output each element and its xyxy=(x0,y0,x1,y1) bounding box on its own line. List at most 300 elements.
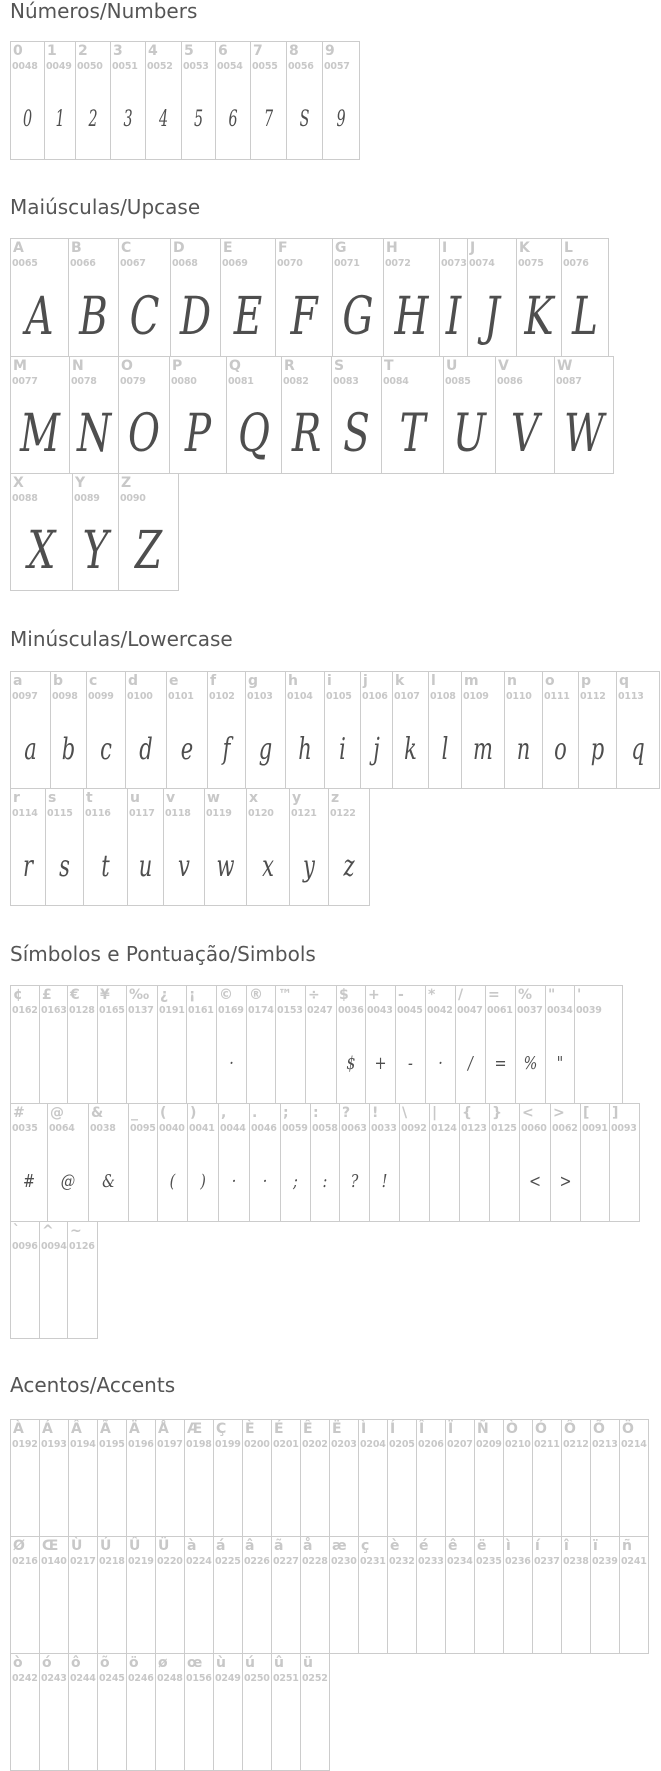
character-label: å xyxy=(303,1538,313,1554)
character-code: 0252 xyxy=(302,1673,328,1684)
character-code: 0088 xyxy=(12,493,38,504)
character-label: Ã xyxy=(100,1421,111,1437)
glyph-sample: : xyxy=(322,1171,328,1192)
character-label: y xyxy=(292,790,302,806)
glyph-cell xyxy=(383,238,440,357)
glyph-cell xyxy=(574,985,623,1104)
character-code: 0163 xyxy=(41,1005,67,1016)
glyph-sample: h xyxy=(298,731,312,767)
character-code: 0039 xyxy=(576,1005,602,1016)
glyph-sample: 5 xyxy=(193,107,204,132)
glyph-sample: ? xyxy=(350,1171,359,1192)
character-code: 0105 xyxy=(326,691,352,702)
character-label: ç xyxy=(361,1538,370,1554)
glyph-cell xyxy=(125,671,167,789)
character-code: 0100 xyxy=(127,691,153,702)
character-label: Y xyxy=(75,475,86,491)
glyph-sample: e xyxy=(180,731,194,767)
character-code: 0217 xyxy=(70,1556,96,1567)
character-label: ø xyxy=(158,1655,168,1671)
glyph-cell xyxy=(416,1536,446,1654)
character-label: Ö xyxy=(622,1421,634,1437)
glyph-cell xyxy=(271,1536,301,1654)
glyph-cell xyxy=(249,1103,281,1222)
character-code: 0209 xyxy=(476,1439,502,1450)
glyph-cell xyxy=(286,41,323,160)
character-code: 0091 xyxy=(582,1123,608,1134)
glyph-cell xyxy=(126,1419,156,1537)
character-label: f xyxy=(210,673,217,689)
glyph-sample: v xyxy=(178,848,190,884)
glyph-cell xyxy=(489,1103,520,1222)
character-code: 0097 xyxy=(12,691,38,702)
glyph-sample: 3 xyxy=(123,107,133,132)
character-label: z xyxy=(331,790,340,806)
glyph-cell xyxy=(619,1536,649,1654)
glyph-cell xyxy=(329,1536,359,1654)
character-label: < xyxy=(522,1105,534,1121)
character-label: ó xyxy=(42,1655,52,1671)
glyph-cell xyxy=(86,671,126,789)
glyph-cell xyxy=(271,1419,301,1537)
glyph-sample: l xyxy=(441,731,449,767)
character-label: l xyxy=(431,673,436,689)
character-code: 0098 xyxy=(52,691,78,702)
character-label: ® xyxy=(249,987,263,1003)
character-label: " xyxy=(548,987,556,1003)
glyph-sample: I xyxy=(445,286,462,347)
character-label: W xyxy=(557,358,573,374)
character-label: 4 xyxy=(148,43,158,59)
character-code: 0046 xyxy=(251,1123,277,1134)
character-label: U xyxy=(446,358,458,374)
character-code: 0083 xyxy=(333,376,359,387)
glyph-sample: b xyxy=(61,731,76,767)
character-code: 0210 xyxy=(505,1439,531,1450)
glyph-cell xyxy=(387,1536,417,1654)
glyph-sample: t xyxy=(101,848,110,884)
character-label: € xyxy=(70,987,80,1003)
glyph-sample: R xyxy=(291,404,322,464)
glyph-sample: > xyxy=(559,1171,572,1192)
character-code: 0242 xyxy=(12,1673,38,1684)
character-label: Ù xyxy=(71,1538,83,1554)
character-code: 0116 xyxy=(85,808,111,819)
glyph-cell xyxy=(213,1419,243,1537)
character-label: o xyxy=(545,673,555,689)
character-code: 0055 xyxy=(252,61,278,72)
character-label: K xyxy=(519,240,530,256)
glyph-sample: ) xyxy=(200,1171,206,1192)
character-code: 0156 xyxy=(186,1673,212,1684)
character-code: 0162 xyxy=(12,1005,38,1016)
character-label: Í xyxy=(390,1421,396,1437)
character-code: 0192 xyxy=(12,1439,38,1450)
glyph-cell xyxy=(187,1103,219,1222)
glyph-cell xyxy=(10,238,69,357)
character-code: 0218 xyxy=(99,1556,125,1567)
character-label: \ xyxy=(402,1105,408,1121)
character-label: œ xyxy=(187,1655,203,1671)
character-code: 0193 xyxy=(41,1439,67,1450)
glyph-cell xyxy=(369,1103,400,1222)
character-code: 0103 xyxy=(247,691,273,702)
glyph-cell xyxy=(561,1536,591,1654)
character-code: 0115 xyxy=(47,808,73,819)
character-label: L xyxy=(564,240,573,256)
glyph-sample: d xyxy=(139,731,153,767)
glyph-cell xyxy=(215,41,251,160)
character-label: Ú xyxy=(100,1538,112,1554)
character-label: ™ xyxy=(278,987,292,1003)
glyph-cell xyxy=(519,1103,551,1222)
glyph-sample: D xyxy=(179,286,212,347)
character-code: 0195 xyxy=(99,1439,125,1450)
glyph-sample: z xyxy=(343,848,355,884)
glyph-sample: = xyxy=(494,1053,507,1074)
glyph-cell xyxy=(118,356,170,474)
character-label: ú xyxy=(245,1655,255,1671)
glyph-cell xyxy=(339,1103,370,1222)
character-label: | xyxy=(432,1105,438,1121)
character-label: D xyxy=(173,240,185,256)
character-code: 0040 xyxy=(159,1123,185,1134)
glyph-sample: G xyxy=(342,286,374,347)
character-code: 0074 xyxy=(469,258,495,269)
character-code: 0036 xyxy=(338,1005,364,1016)
glyph-cell xyxy=(616,671,660,789)
character-code: 0076 xyxy=(563,258,589,269)
character-code: 0232 xyxy=(389,1556,415,1567)
character-code: 0212 xyxy=(563,1439,589,1450)
glyph-cell xyxy=(289,788,329,906)
glyph-cell xyxy=(281,356,332,474)
glyph-cell xyxy=(39,1419,69,1537)
character-code: 0200 xyxy=(244,1439,270,1450)
character-label: ö xyxy=(129,1655,139,1671)
character-label: Ê xyxy=(303,1421,313,1437)
glyph-sample: u xyxy=(138,848,153,884)
glyph-cell xyxy=(358,1419,388,1537)
character-code: 0114 xyxy=(12,808,38,819)
glyph-sample: · xyxy=(262,1171,268,1192)
character-code: 0204 xyxy=(360,1439,386,1450)
character-code: 0216 xyxy=(12,1556,38,1567)
glyph-sample: f xyxy=(222,731,231,767)
character-label: Ì xyxy=(361,1421,367,1437)
character-label: I xyxy=(442,240,448,256)
glyph-cell xyxy=(181,41,216,160)
character-label: h xyxy=(288,673,298,689)
glyph-cell xyxy=(68,1653,98,1771)
glyph-cell xyxy=(10,671,51,789)
glyph-cell xyxy=(67,1221,98,1339)
character-code: 0245 xyxy=(99,1673,125,1684)
glyph-cell xyxy=(83,788,128,906)
character-label: _ xyxy=(131,1105,138,1121)
character-label: Æ xyxy=(187,1421,203,1437)
character-code: 0072 xyxy=(385,258,411,269)
character-code: 0086 xyxy=(497,376,523,387)
character-label: ! xyxy=(372,1105,379,1121)
glyph-sample: m xyxy=(473,731,493,767)
character-code: 0059 xyxy=(282,1123,308,1134)
character-label: R xyxy=(284,358,295,374)
character-label: Ó xyxy=(535,1421,547,1437)
glyph-cell xyxy=(495,356,555,474)
character-label: 1 xyxy=(47,43,57,59)
character-label: ì xyxy=(506,1538,511,1554)
glyph-sample: 0 xyxy=(22,107,33,132)
glyph-sample: / xyxy=(468,1053,473,1074)
character-label: [ xyxy=(583,1105,590,1121)
glyph-cell xyxy=(45,788,84,906)
glyph-cell xyxy=(550,1103,581,1222)
glyph-sample: p xyxy=(590,731,605,767)
character-code: 0140 xyxy=(41,1556,67,1567)
character-code: 0087 xyxy=(556,376,582,387)
character-code: 0249 xyxy=(215,1673,241,1684)
character-label: 0 xyxy=(13,43,23,59)
glyph-cell xyxy=(242,1536,272,1654)
character-code: 0251 xyxy=(273,1673,299,1684)
character-code: 0044 xyxy=(220,1123,246,1134)
character-label: 2 xyxy=(78,43,88,59)
glyph-cell xyxy=(285,671,325,789)
glyph-cell xyxy=(10,473,73,591)
character-code: 0082 xyxy=(283,376,309,387)
character-label: 3 xyxy=(113,43,123,59)
glyph-cell xyxy=(429,1103,460,1222)
glyph-cell xyxy=(271,1653,301,1771)
character-label: F xyxy=(278,240,288,256)
character-code: 0128 xyxy=(69,1005,95,1016)
character-code: 0201 xyxy=(273,1439,299,1450)
character-label: G xyxy=(335,240,347,256)
character-label: s xyxy=(48,790,57,806)
glyph-sample: E xyxy=(233,286,263,347)
glyph-cell xyxy=(166,671,208,789)
glyph-sample: T xyxy=(399,404,426,464)
glyph-cell xyxy=(246,985,276,1104)
character-code: 0051 xyxy=(112,61,138,72)
character-code: 0038 xyxy=(90,1123,116,1134)
glyph-cell xyxy=(515,985,546,1104)
glyph-cell xyxy=(127,788,164,906)
character-label: x xyxy=(249,790,259,806)
character-label: ^ xyxy=(42,1223,54,1239)
section-title-numbers: Números/Numbers xyxy=(10,0,198,23)
glyph-sample: Z xyxy=(134,521,163,581)
character-code: 0117 xyxy=(129,808,155,819)
character-label: Â xyxy=(71,1421,82,1437)
character-label: æ xyxy=(332,1538,347,1554)
glyph-cell xyxy=(10,1419,40,1537)
glyph-sample: O xyxy=(128,404,160,464)
character-label: C xyxy=(121,240,132,256)
character-code: 0236 xyxy=(505,1556,531,1567)
glyph-cell xyxy=(128,1103,158,1222)
character-code: 0053 xyxy=(183,61,209,72)
glyph-cell xyxy=(75,41,111,160)
glyph-cell xyxy=(561,1419,591,1537)
glyph-sample: r xyxy=(22,848,34,884)
character-code: 0205 xyxy=(389,1439,415,1450)
glyph-cell xyxy=(467,238,517,357)
character-label: ü xyxy=(303,1655,313,1671)
character-code: 0211 xyxy=(534,1439,560,1450)
character-code: 0118 xyxy=(165,808,191,819)
glyph-cell xyxy=(387,1419,417,1537)
character-label: & xyxy=(91,1105,104,1121)
character-label: È xyxy=(245,1421,255,1437)
glyph-cell xyxy=(332,238,384,357)
character-code: 0226 xyxy=(244,1556,270,1567)
glyph-sample: J xyxy=(484,286,500,347)
character-label: k xyxy=(395,673,405,689)
character-label: Á xyxy=(42,1421,53,1437)
character-code: 0045 xyxy=(397,1005,423,1016)
character-code: 0077 xyxy=(12,376,38,387)
character-label: P xyxy=(172,358,183,374)
character-label: À xyxy=(13,1421,24,1437)
character-code: 0109 xyxy=(463,691,489,702)
glyph-cell xyxy=(126,1536,156,1654)
character-label: c xyxy=(89,673,98,689)
character-code: 0111 xyxy=(544,691,570,702)
glyph-cell xyxy=(157,985,187,1104)
glyph-cell xyxy=(455,985,486,1104)
character-code: 0104 xyxy=(287,691,313,702)
glyph-cell xyxy=(328,788,370,906)
character-code: 0239 xyxy=(592,1556,618,1567)
character-label: % xyxy=(518,987,533,1003)
character-code: 0073 xyxy=(441,258,467,269)
character-label: ` xyxy=(13,1223,20,1239)
character-label: Î xyxy=(419,1421,425,1437)
character-label: ; xyxy=(283,1105,289,1121)
glyph-cell xyxy=(503,1536,533,1654)
character-code: 0070 xyxy=(277,258,303,269)
character-code: 0207 xyxy=(447,1439,473,1450)
character-code: 0213 xyxy=(592,1439,618,1450)
character-label: X xyxy=(13,475,24,491)
glyph-sample: x xyxy=(262,848,274,884)
glyph-sample: $ xyxy=(346,1053,356,1074)
character-label: Ò xyxy=(506,1421,518,1437)
glyph-sample: 9 xyxy=(336,107,346,132)
glyph-cell xyxy=(47,1103,89,1222)
character-code: 0113 xyxy=(618,691,644,702)
character-label: © xyxy=(219,987,233,1003)
glyph-cell xyxy=(516,238,562,357)
character-label: g xyxy=(248,673,259,689)
character-code: 0231 xyxy=(360,1556,386,1567)
character-label: ‰ xyxy=(129,987,150,1003)
character-code: 0054 xyxy=(217,61,243,72)
character-code: 0243 xyxy=(41,1673,67,1684)
character-label: B xyxy=(71,240,82,256)
character-label: Ñ xyxy=(477,1421,489,1437)
glyph-cell xyxy=(10,788,46,906)
glyph-cell xyxy=(395,985,426,1104)
character-code: 0246 xyxy=(128,1673,154,1684)
character-code: 0033 xyxy=(371,1123,397,1134)
glyph-cell xyxy=(157,1103,188,1222)
character-code: 0227 xyxy=(273,1556,299,1567)
character-label: ¢ xyxy=(13,987,23,1003)
character-code: 0206 xyxy=(418,1439,444,1450)
glyph-cell xyxy=(163,788,205,906)
character-code: 0099 xyxy=(88,691,114,702)
glyph-cell xyxy=(97,985,127,1104)
character-label: ò xyxy=(13,1655,23,1671)
glyph-cell xyxy=(39,985,68,1104)
glyph-cell xyxy=(532,1536,562,1654)
glyph-sample: a xyxy=(24,731,37,767)
character-label: ) xyxy=(190,1105,197,1121)
character-code: 0225 xyxy=(215,1556,241,1567)
glyph-cell xyxy=(169,356,227,474)
glyph-cell xyxy=(39,1221,68,1339)
character-label: u xyxy=(130,790,140,806)
glyph-cell xyxy=(474,1419,504,1537)
glyph-sample: ( xyxy=(169,1171,176,1192)
glyph-sample: @ xyxy=(60,1171,76,1192)
character-code: 0068 xyxy=(172,258,198,269)
glyph-cell xyxy=(184,1419,214,1537)
character-label: â xyxy=(245,1538,255,1554)
character-code: 0065 xyxy=(12,258,38,269)
glyph-sample: A xyxy=(25,286,54,347)
glyph-cell xyxy=(213,1653,243,1771)
glyph-sample: U xyxy=(453,404,486,464)
character-code: 0056 xyxy=(288,61,314,72)
glyph-sample: < xyxy=(528,1171,542,1192)
character-label: 9 xyxy=(325,43,335,59)
section-title-accents: Acentos/Accents xyxy=(10,1373,176,1397)
section-title-lowercase: Minúsculas/Lowercase xyxy=(10,627,233,651)
character-label: E xyxy=(223,240,233,256)
glyph-cell xyxy=(218,1103,250,1222)
glyph-sample: L xyxy=(572,286,598,347)
character-code: 0194 xyxy=(70,1439,96,1450)
glyph-cell xyxy=(331,356,382,474)
character-label: ê xyxy=(448,1538,458,1554)
glyph-sample: K xyxy=(524,286,554,347)
glyph-cell xyxy=(425,985,456,1104)
character-code: 0075 xyxy=(518,258,544,269)
character-code: 0062 xyxy=(552,1123,578,1134)
character-code: 0197 xyxy=(157,1439,183,1450)
glyph-cell xyxy=(619,1419,649,1537)
character-code: 0244 xyxy=(70,1673,96,1684)
glyph-sample: 2 xyxy=(88,107,98,132)
glyph-cell xyxy=(72,473,119,591)
character-label: £ xyxy=(42,987,52,1003)
character-label: é xyxy=(419,1538,429,1554)
glyph-cell xyxy=(580,1103,610,1222)
glyph-sample: g xyxy=(258,731,273,767)
glyph-cell xyxy=(88,1103,129,1222)
character-label: î xyxy=(564,1538,569,1554)
character-code: 0238 xyxy=(563,1556,589,1567)
glyph-sample: X xyxy=(27,521,56,581)
glyph-sample: # xyxy=(22,1171,36,1192)
character-label: A xyxy=(13,240,24,256)
character-code: 0119 xyxy=(206,808,232,819)
character-label: Å xyxy=(158,1421,169,1437)
